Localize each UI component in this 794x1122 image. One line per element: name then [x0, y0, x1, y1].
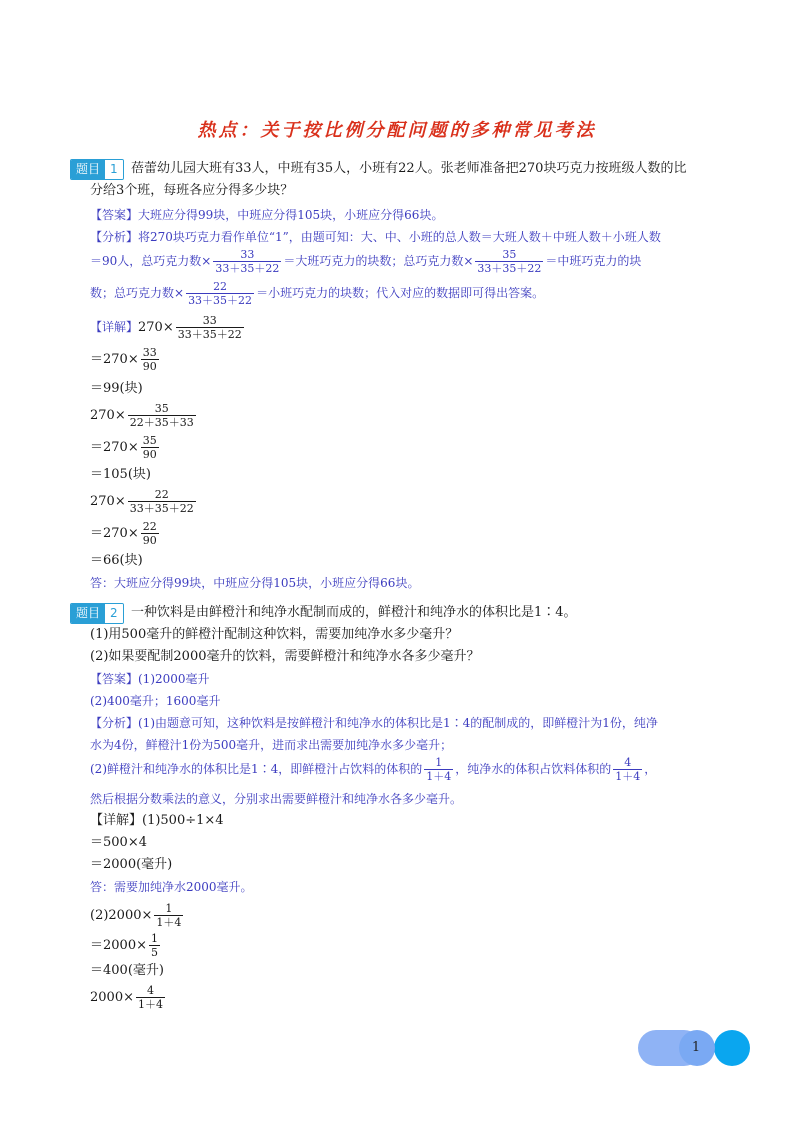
fraction-denominator: 90	[142, 360, 157, 373]
q2-answer-line-1: 【答案】(1)2000毫升	[90, 672, 210, 686]
q1-detail-step-7	[90, 488, 198, 515]
q2-detail-step-7: ＝400(毫升)	[90, 963, 164, 978]
text-segment: ＝90人，总巧克力数×	[90, 254, 212, 268]
badge-number: 2	[105, 604, 123, 623]
q2-analysis-line-3	[90, 756, 656, 783]
expr: 270×	[90, 494, 126, 509]
text-segment: (2)鲜橙汁和纯净水的体积比是1∶4，即鲜橙汁占饮料的体积的	[90, 762, 423, 776]
q1-analysis-line-3	[90, 280, 544, 307]
fraction	[613, 756, 642, 783]
fraction-denominator: 1＋4	[156, 916, 182, 929]
q1-detail-step-3: ＝99(块)	[90, 381, 143, 396]
fraction-numerator: 33	[202, 314, 217, 327]
fraction	[128, 402, 196, 429]
fraction-numerator: 35	[154, 402, 169, 415]
q2-detail-step-1: 【详解】(1)500÷1×4	[90, 813, 224, 828]
q1-final-answer: 答：大班应分得99块，中班应分得105块，小班应分得66块。	[90, 576, 420, 590]
q2-detail-step-5	[90, 902, 185, 929]
fraction-denominator: 33＋35＋22	[215, 262, 280, 275]
fraction-denominator: 90	[142, 448, 157, 461]
text-segment: 数；总巧克力数×	[90, 286, 185, 300]
fraction	[213, 248, 281, 275]
fraction	[141, 434, 159, 461]
question-badge-1	[70, 159, 124, 180]
fraction	[141, 346, 159, 373]
fraction-numerator: 35	[502, 248, 517, 261]
expr: ＝270×	[90, 526, 139, 541]
fraction-numerator: 33	[240, 248, 255, 261]
q1-detail-step-9: ＝66(块)	[90, 553, 143, 568]
question-badge-2	[70, 603, 124, 624]
fraction-numerator: 33	[142, 346, 157, 359]
fraction-denominator: 33＋35＋22	[129, 502, 194, 515]
fraction-denominator: 1＋4	[615, 770, 641, 783]
fraction-denominator: 1＋4	[137, 998, 163, 1011]
fraction-numerator: 1	[165, 902, 173, 915]
fraction-denominator: 90	[142, 534, 157, 547]
fraction	[128, 488, 196, 515]
q2-detail-step-4: 答：需要加纯净水2000毫升。	[90, 880, 253, 894]
q2-analysis-line-2: 水为4份，鲜橙汁1份为500毫升，进而求出需要加纯净水多少毫升；	[90, 738, 453, 752]
text-segment: ＝小班巧克力的块数；代入对应的数据即可得出答案。	[256, 286, 545, 300]
fraction-numerator: 35	[142, 434, 157, 447]
q2-stem-line-2: (1)用500毫升的鲜橙汁配制这种饮料，需要加纯净水多少毫升？	[90, 627, 459, 642]
q1-detail-step-5	[90, 434, 161, 461]
q1-detail-step-2	[90, 346, 161, 373]
fraction	[136, 984, 165, 1011]
q1-detail-step-8	[90, 520, 161, 547]
fraction-denominator: 1＋4	[426, 770, 452, 783]
q2-detail-step-6	[90, 932, 162, 959]
fraction-numerator: 4	[146, 984, 154, 997]
q2-detail-step-3: ＝2000(毫升)	[90, 857, 173, 872]
text-segment: ＝大班巧克力的块数；总巧克力数×	[283, 254, 474, 268]
expr: ＝270×	[90, 440, 139, 455]
page-number: 1	[691, 1040, 701, 1055]
text-segment: ＝中班巧克力的块	[545, 254, 642, 268]
q2-stem-line-3: (2)如果要配制2000毫升的饮料，需要鲜橙汁和纯净水各多少毫升？	[90, 649, 480, 664]
fraction	[475, 248, 543, 275]
q1-answer: 【答案】大班应分得99块，中班应分得105块，小班应分得66块。	[90, 208, 444, 222]
q1-stem-line-1: 蓓蕾幼儿园大班有33人，中班有35人，小班有22人。张老师准备把270块巧克力按班级人数的比	[131, 161, 687, 176]
fraction-numerator: 1	[435, 756, 443, 769]
fraction-numerator: 22	[154, 488, 169, 501]
fraction	[424, 756, 453, 783]
page-pill-right	[714, 1030, 750, 1066]
q2-answer-line-2: (2)400毫升；1600毫升	[90, 694, 221, 708]
detail-label: 【详解】	[90, 320, 139, 334]
badge-label: 题目	[71, 160, 105, 179]
fraction	[186, 280, 254, 307]
expr: (2)2000×	[90, 908, 153, 923]
q1-detail-step-1	[90, 314, 246, 341]
fraction	[141, 520, 159, 547]
q2-detail-step-2: ＝500×4	[90, 835, 147, 850]
fraction-denominator: 5	[150, 946, 158, 959]
text-segment: ，纯净水的体积占饮料体积的	[455, 762, 612, 776]
q2-stem-line-1: 一种饮料是由鲜橙汁和纯净水配制而成的，鲜橙汁和纯净水的体积比是1∶4。	[131, 605, 577, 620]
fraction-denominator: 33＋35＋22	[477, 262, 542, 275]
q2-detail-step-8	[90, 984, 167, 1011]
badge-label: 题目	[71, 604, 105, 623]
fraction-numerator: 22	[213, 280, 228, 293]
expr: ＝270×	[90, 352, 139, 367]
q1-analysis-line-2	[90, 248, 641, 275]
fraction-denominator: 22＋35＋33	[129, 416, 194, 429]
page-title: 热点：关于按比例分配问题的多种常见考法	[197, 120, 597, 141]
q1-analysis-line-1: 【分析】将270块巧克力看作单位“1”，由题可知：大、中、小班的总人数＝大班人数＋中班人数＋小班人数	[90, 230, 661, 244]
badge-number: 1	[105, 160, 123, 179]
fraction	[149, 932, 160, 959]
fraction-denominator: 33＋35＋22	[188, 294, 253, 307]
q2-analysis-line-1: 【分析】(1)由题意可知，这种饮料是按鲜橙汁和纯净水的体积比是1∶4的配制成的，即鲜橙汁为1份，纯净	[90, 716, 658, 730]
q1-stem-line-2: 分给3个班，每班各应分得多少块？	[90, 183, 294, 198]
fraction	[176, 314, 244, 341]
fraction-numerator: 1	[150, 932, 158, 945]
fraction-numerator: 22	[142, 520, 157, 533]
expr: 2000×	[90, 990, 134, 1005]
expr: 270×	[138, 320, 174, 335]
expr: 270×	[90, 408, 126, 423]
q2-analysis-line-4: 然后根据分数乘法的意义，分别求出需要鲜橙汁和纯净水各多少毫升。	[90, 792, 463, 806]
fraction-denominator: 33＋35＋22	[177, 328, 242, 341]
expr: ＝2000×	[90, 938, 147, 953]
q1-detail-step-6: ＝105(块)	[90, 467, 151, 482]
text-segment: ，	[644, 762, 657, 776]
q1-detail-step-4	[90, 402, 198, 429]
fraction	[154, 902, 183, 929]
fraction-numerator: 4	[624, 756, 632, 769]
